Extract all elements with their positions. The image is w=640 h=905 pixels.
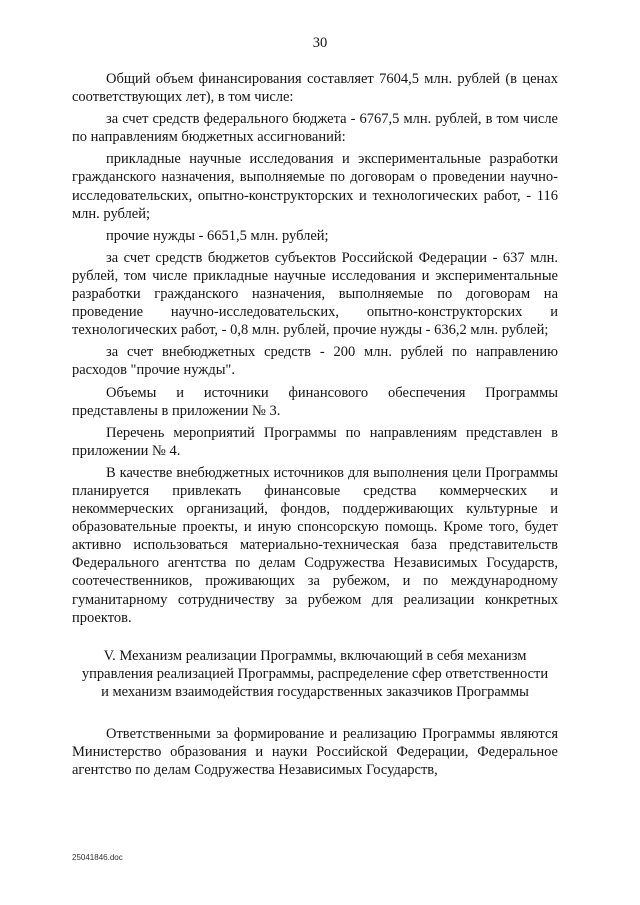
paragraph-responsible-bodies: Ответственными за формирование и реализацию Программы являются Министерство образования и науки Российской Федерации, Федеральное агентство по делам Содружества Независимых Государств, bbox=[72, 726, 558, 779]
paragraph-other-needs: прочие нужды - 6651,5 млн. рублей; bbox=[106, 227, 329, 244]
paragraph-extrabudgetary: за счет внебюджетных средств - 200 млн. рублей по направлению расходов "прочие нужды". bbox=[72, 344, 558, 379]
paragraph-appendix-3: Объемы и источники финансового обеспечения Программы представлены в приложении № 3. bbox=[72, 384, 558, 419]
paragraph-extrabudgetary-sources: В качестве внебюджетных источников для выполнения цели Программы планируется привлекать финансовые средства коммерческих и некоммерческих организаций, фондов, поддерживающих культурные и образовательные проекты, и иную спонсорскую помощь. Кроме того, будет активно использоваться материально-техническая база представительств Федерального агентства по делам Содружества Независимых Государств, соотечественников, проживающих за рубежом, и по международному гуманитарному сотрудничеству за рубежом для реализации конкретных проектов. bbox=[72, 464, 558, 626]
section-heading-line: и механизм взаимодействия государственных заказчиков Программы bbox=[101, 683, 529, 700]
section-heading bbox=[72, 647, 558, 701]
page-number: 30 bbox=[312, 35, 328, 51]
paragraph-regional-budget: за счет средств бюджетов субъектов Российской Федерации - 637 млн. рублей, том числе прикладные научные исследования и экспериментальные разработки гражданского назначения, выполняемые по договорам на проведение научно-исследовательских, опытно-конструкторских и технологических работ, - 0,8 млн. рублей, прочие нужды - 636,2 млн. рублей; bbox=[72, 249, 558, 339]
section-heading-line: V. Механизм реализации Программы, включающий в себя механизм bbox=[103, 647, 527, 664]
paragraph-federal-budget: за счет средств федерального бюджета - 6767,5 млн. рублей, в том числе по направлениям бюджетных ассигнований: bbox=[72, 111, 558, 146]
paragraph-applied-research: прикладные научные исследования и экспериментальные разработки гражданского назначения, выполняемые по договорам о проведении научно-исследовательских, опытно-конструкторских и технологических работ, - 116 млн. рублей; bbox=[72, 151, 558, 222]
paragraph-appendix-4: Перечень мероприятий Программы по направлениям представлен в приложении № 4. bbox=[72, 424, 558, 459]
section-heading-line: управления реализацией Программы, распределение сфер ответственности bbox=[81, 665, 549, 682]
footer-file-code: 25041846.doc bbox=[72, 853, 123, 862]
paragraph-total-funding: Общий объем финансирования составляет 7604,5 млн. рублей (в ценах соответствующих лет), в том числе: bbox=[72, 71, 558, 106]
document-body bbox=[72, 70, 558, 783]
